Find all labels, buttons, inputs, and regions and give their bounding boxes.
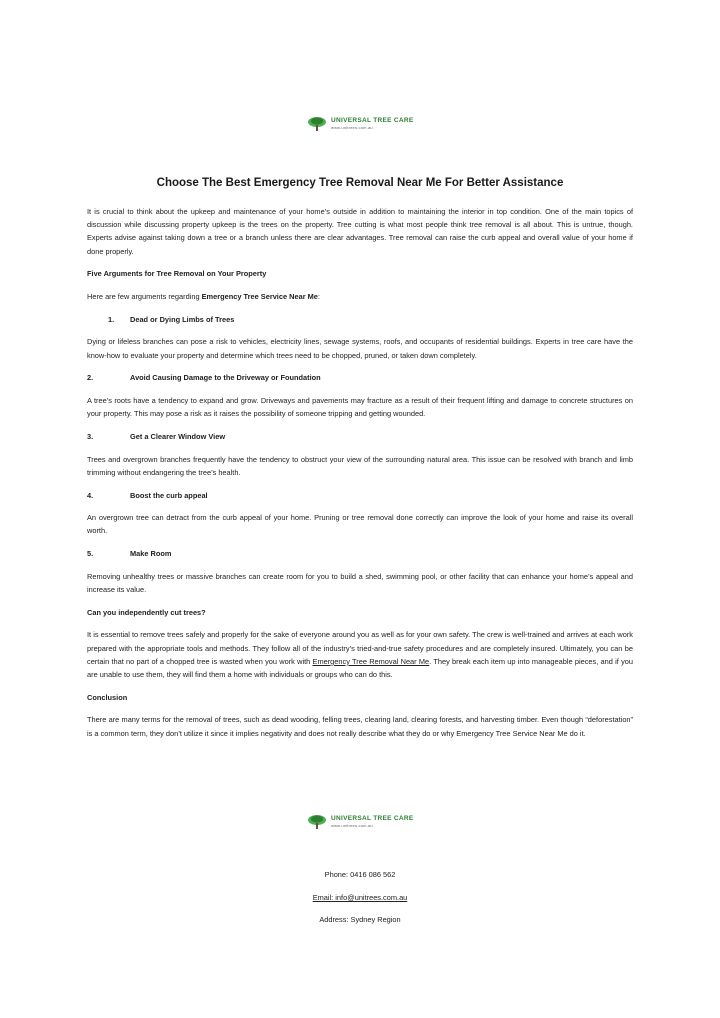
company-logo-bottom xyxy=(307,814,414,830)
lead-paragraph: Here are few arguments regarding Emergency Tree Service Near Me: xyxy=(87,292,320,302)
lead-keyword: Emergency Tree Service Near Me xyxy=(201,292,318,302)
tree-logo-icon xyxy=(307,814,327,830)
list-item-heading: 1. Dead or Dying Limbs of Trees xyxy=(108,314,235,324)
list-item-heading: 4. Boost the curb appeal xyxy=(87,490,208,500)
section-heading-arguments: Five Arguments for Tree Removal on Your Property xyxy=(87,269,267,279)
page-title: Choose The Best Emergency Tree Removal Near Me For Better Assistance xyxy=(156,177,564,189)
list-item-heading: 5. Make Room xyxy=(87,549,172,559)
conclusion-paragraph: There are many terms for the removal of trees, such as dead wooding, felling trees, clearing land, clearing forests, and harvesting timber. Even though “deforestation” is a common term, they don’t utilize it since it implies negativity and does not really describe what they do or why Emergency Tree Service Near Me do it. xyxy=(87,715,633,738)
footer-address: Address: Sydney Region xyxy=(319,915,401,924)
company-logo-top xyxy=(307,116,414,132)
logo-name: UNIVERSAL TREE CARE xyxy=(331,815,414,823)
list-item-heading: 3. Get a Clearer Window View xyxy=(87,431,226,441)
logo-website: www.unitrees.com.au xyxy=(331,822,373,828)
section2-paragraph: It is essential to remove trees safely and properly for the sake of everyone around you as well as for your own safety. The crew is well-trained and arrives at each work prepared with the appropriate tools and methods. They follow all of the industry’s tried-and-true safety procedures and are completely insured. Ultimately, you can be certain that no part of a chopped tree is wasted when you work with Emergency Tree Removal Near Me. They break each item up into manageable pieces, and if you are unable to use them, they will find them a home with individuals or groups who can do this. xyxy=(87,630,633,680)
list-item-body: Dying or lifeless branches can pose a risk to vehicles, electricity lines, sewage systems, roofs, and occupants of residential buildings. Experts in tree care have the know-how to evaluate your property and determine which trees need to be chopped, pruned, or taken down completely. xyxy=(87,337,633,360)
logo-name: UNIVERSAL TREE CARE xyxy=(331,117,414,125)
intro-paragraph: It is crucial to think about the upkeep and maintenance of your home’s outside in addition to maintaining the interior in top condition. One of the main topics of discussion while discussing property upkeep is the trees on the property. Tree cutting is what most people think tree removal is all about. This is untrue, though. Experts advise against taking down a tree or a branch unless there are clear advantages. Tree removal can raise the curb appeal and overall value of your home if done properly. xyxy=(87,207,633,256)
footer-email-link[interactable]: Email: info@unitrees.com.au xyxy=(312,893,408,902)
list-item-body: Removing unhealthy trees or massive branches can create room for you to build a shed, swimming pool, or other facility that can enhance your home’s appeal and increase its value. xyxy=(87,571,633,595)
section-heading-conclusion: Conclusion xyxy=(87,692,128,702)
section-heading-independent: Can you independently cut trees? xyxy=(87,607,206,617)
list-item-heading: 2. Avoid Causing Damage to the Driveway or Foundation xyxy=(87,373,321,383)
logo-website: www.unitrees.com.au xyxy=(331,124,373,130)
footer-email-wrap xyxy=(0,893,720,902)
list-item-body: Trees and overgrown branches frequently have the tendency to obstruct your view of the surrounding natural area. This issue can be resolved with branch and limb trimming without endangering the tree’s health. xyxy=(87,454,633,477)
emergency-tree-removal-link[interactable]: Emergency Tree Removal Near Me xyxy=(312,656,430,666)
article-body xyxy=(87,205,633,749)
tree-logo-icon xyxy=(307,116,327,132)
list-item-body: A tree’s roots have a tendency to expand and grow. Driveways and pavements may fracture as a result of their frequent lifting and damage to concrete structures on your property. This may pose a risk as it raises the possibility of someone tripping and getting wounded. xyxy=(87,396,633,419)
list-item-body: An overgrown tree can detract from the curb appeal of your home. Pruning or tree removal done correctly can improve the look of your home and raise its overall worth. xyxy=(87,513,633,536)
footer-phone: Phone: 0416 086 562 xyxy=(324,870,396,879)
